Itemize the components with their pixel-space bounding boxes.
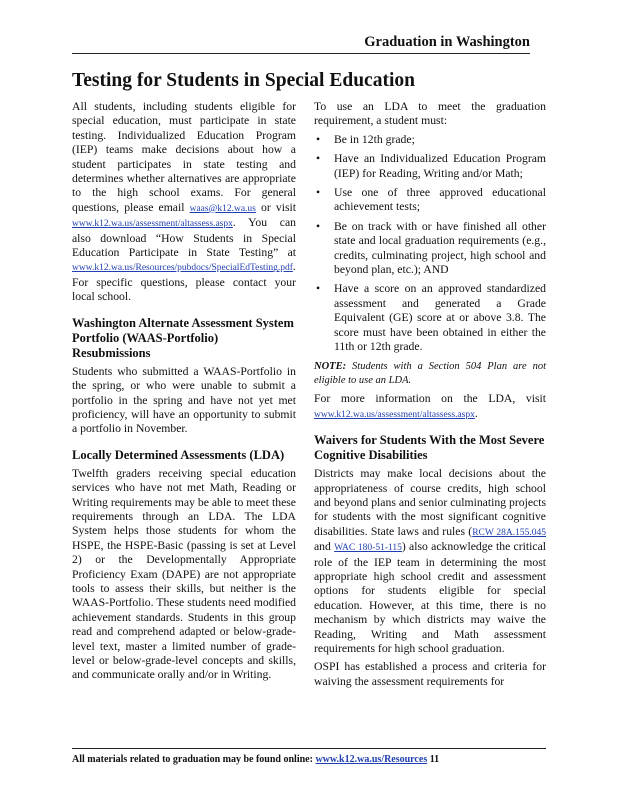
- waas-heading: Washington Alternate Assessment System Portfolio (WAAS-Portfolio) Resubmissions: [72, 315, 294, 360]
- waas-email-link[interactable]: waas@k12.wa.us: [189, 203, 256, 214]
- footer-divider: [72, 748, 546, 749]
- intro-text-1: All students, including students eligible for special education, must participate in state testing. Individualized Education Program (IEP) teams make decisions about how a student participates in state testing and determines whether alternatives are appropriate to the high school exams. For general questions, please email: [72, 100, 296, 214]
- lda-intro: To use an LDA to meet the graduation requirement, a student must:: [314, 100, 546, 128]
- waivers-paragraph: [314, 467, 546, 656]
- more-info-text: For more information on the LDA, visit: [314, 392, 546, 406]
- intro-text-4: . For specific questions, please contact your local school.: [72, 260, 296, 304]
- waivers-text-2: ) also acknowledge the critical role of the IEP team in determining the most appropriate high school credit and assessment options for students eligible for special education. However, at this time, there is no mechanism by which districts may waive the Reading, Writing and Math assessment requirements for high school graduation.: [314, 540, 546, 655]
- intro-text-3: . You can also download “How Students in Special Education Participate in State Testing” at: [72, 216, 296, 260]
- list-item: • Have an Individualized Education Program (IEP) for Reading, Writing and/or Math;: [314, 152, 546, 181]
- list-item: • Be in 12th grade;: [314, 133, 546, 147]
- list-item: • Be on track with or have finished all other state and local graduation requirements (e.g., credits, culminating project, high school and beyond plan, etc.); AND: [314, 220, 546, 278]
- list-item: • Have a score on an approved standardized assessment and generated a Grade Equivalent (GE) score at or above 3.8. The score must have been obtained in either the 11th or 12th grade.: [314, 282, 546, 354]
- list-item: • Use one of three approved educational achievement tests;: [314, 186, 546, 215]
- page-number: 11: [427, 754, 440, 765]
- note-label: NOTE:: [314, 360, 347, 372]
- footer: [72, 754, 439, 765]
- left-column: [72, 100, 296, 687]
- rcw-link[interactable]: RCW 28A.155.045: [472, 527, 546, 538]
- resources-link[interactable]: www.k12.wa.us/Resources: [315, 754, 428, 765]
- wac-link[interactable]: WAC 180-51-115: [334, 543, 402, 554]
- lda-paragraph: Twelfth graders receiving special education services who have not met Math, Reading or Writing requirements may be able to meet these requirements through an LDA. The LDA System helps those students for whom the HSPE, the HSPE-Basic (passing is set at Level 2) or the Developmentally Appropriate Proficiency Exam (DAPE) are not appropriate tools to assess their skills, but neither is the WAAS-Portfolio. These students need modified achievement standards. Students in this group read and comprehend adapted or below-grade-level text, master a limited number of grade-level or below-grade-level concepts and skills, and communicate orally and/or in Writing.: [72, 466, 296, 682]
- page-title: Testing for Students in Special Education: [72, 70, 415, 91]
- waivers-heading: Waivers for Students With the Most Severe Cognitive Disabilities: [314, 433, 545, 463]
- note-paragraph: [314, 360, 546, 389]
- lda-heading: Locally Determined Assessments (LDA): [72, 447, 285, 462]
- intro-paragraph: [72, 100, 296, 305]
- specialed-testing-link[interactable]: www.k12.wa.us/Resources/pubdocs/SpecialEdTesting.pdf: [72, 263, 293, 274]
- header-title: Graduation in Washington: [364, 34, 530, 50]
- right-column: [314, 100, 546, 693]
- note-text: Students with a Section 504 Plan are not eligible to use an LDA.: [314, 360, 546, 386]
- and-text: and: [314, 540, 335, 554]
- waivers-text-1: Districts may make local decisions about the appropriateness of course credits, high school and beyond plans and senior culminating projects for students with the most significant cognitive disabilities. State laws and rules (: [314, 467, 546, 538]
- requirements-list: [314, 133, 546, 355]
- lda-info-link[interactable]: www.k12.wa.us/assessment/altassess.aspx: [314, 409, 475, 420]
- footer-text: All materials related to graduation may be found online:: [72, 754, 316, 765]
- header-divider: [72, 53, 530, 54]
- intro-text-2: or visit: [255, 200, 296, 214]
- altassess-link[interactable]: www.k12.wa.us/assessment/altassess.aspx: [72, 219, 233, 230]
- waas-paragraph: Students who submitted a WAAS-Portfolio in the spring, or who were unable to submit a portfolio in the spring and have not yet met proficiency, will have an opportunity to submit a portfolio in November.: [72, 364, 296, 436]
- more-info-paragraph: For more information on the LDA, visit www.k12.wa.us/assessment/altassess.aspx.: [314, 392, 546, 420]
- ospi-paragraph: OSPI has established a process and criteria for waiving the assessment requirements for: [314, 660, 546, 688]
